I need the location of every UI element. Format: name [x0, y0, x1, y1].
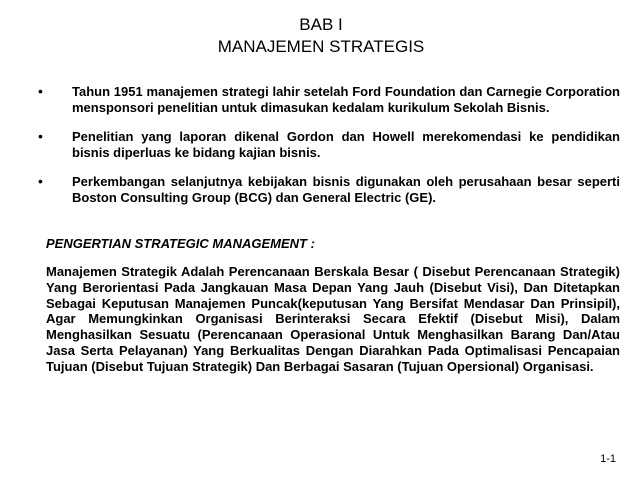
bullet-item-1 — [38, 84, 620, 115]
bullet-text: Penelitian yang laporan dikenal Gordon dan Howell merekomendasi ke pendidikan bisnis diperluas ke bidang kajian bisnis. — [72, 129, 620, 160]
title-line-topic: MANAJEMEN STRATEGIS — [217, 37, 425, 56]
page-number: 1-1 — [600, 453, 616, 465]
bullet-dot-icon: • — [38, 173, 43, 189]
slide-title — [0, 14, 638, 58]
bullet-item-3 — [38, 174, 620, 205]
bullet-text: Tahun 1951 manajemen strategi lahir setelah Ford Foundation dan Carnegie Corporation mensponsori penelitian untuk dimasukan kedalam kurikulum Sekolah Bisnis. — [72, 84, 620, 115]
bullet-dot-icon: • — [38, 128, 43, 144]
bullet-dot-icon: • — [38, 83, 43, 99]
bullet-text: Perkembangan selanjutnya kebijakan bisnis digunakan oleh perusahaan besar seperti Boston Consulting Group (BCG) dan General Electric (GE). — [72, 174, 620, 205]
definition-paragraph: Manajemen Strategik Adalah Perencanaan Berskala Besar ( Disebut Perencanaan Strategik) Yang Berorientasi Pada Jangkauan Masa Depan Yang Jauh (Disebut Visi), Dan Ditetapkan Sebagai Keputusan Manajemen Puncak(keputusan Yang Bersifat Mendasar Dan Prinsipil), Agar Memungkinkan Organisasi Berinteraksi Secara Efektif (Disebut Misi), Dalam Menghasilkan Sesuatu (Perencanaan Operasional Untuk Menghasilkan Barang Dan/Atau Jasa Serta Pelayanan) Yang Berkualitas Dengan Diarahkan Pada Optimalisasi Pencapaian Tujuan (Disebut Tujuan Strategik) Dan Berbagai Sasaran (Tujuan Opersional) Organisasi. — [46, 264, 620, 374]
bullet-item-2 — [38, 129, 620, 160]
history-bullet-list — [38, 84, 620, 219]
title-line-chapter: BAB I — [299, 15, 343, 34]
section-heading: PENGERTIAN STRATEGIC MANAGEMENT : — [46, 236, 315, 251]
